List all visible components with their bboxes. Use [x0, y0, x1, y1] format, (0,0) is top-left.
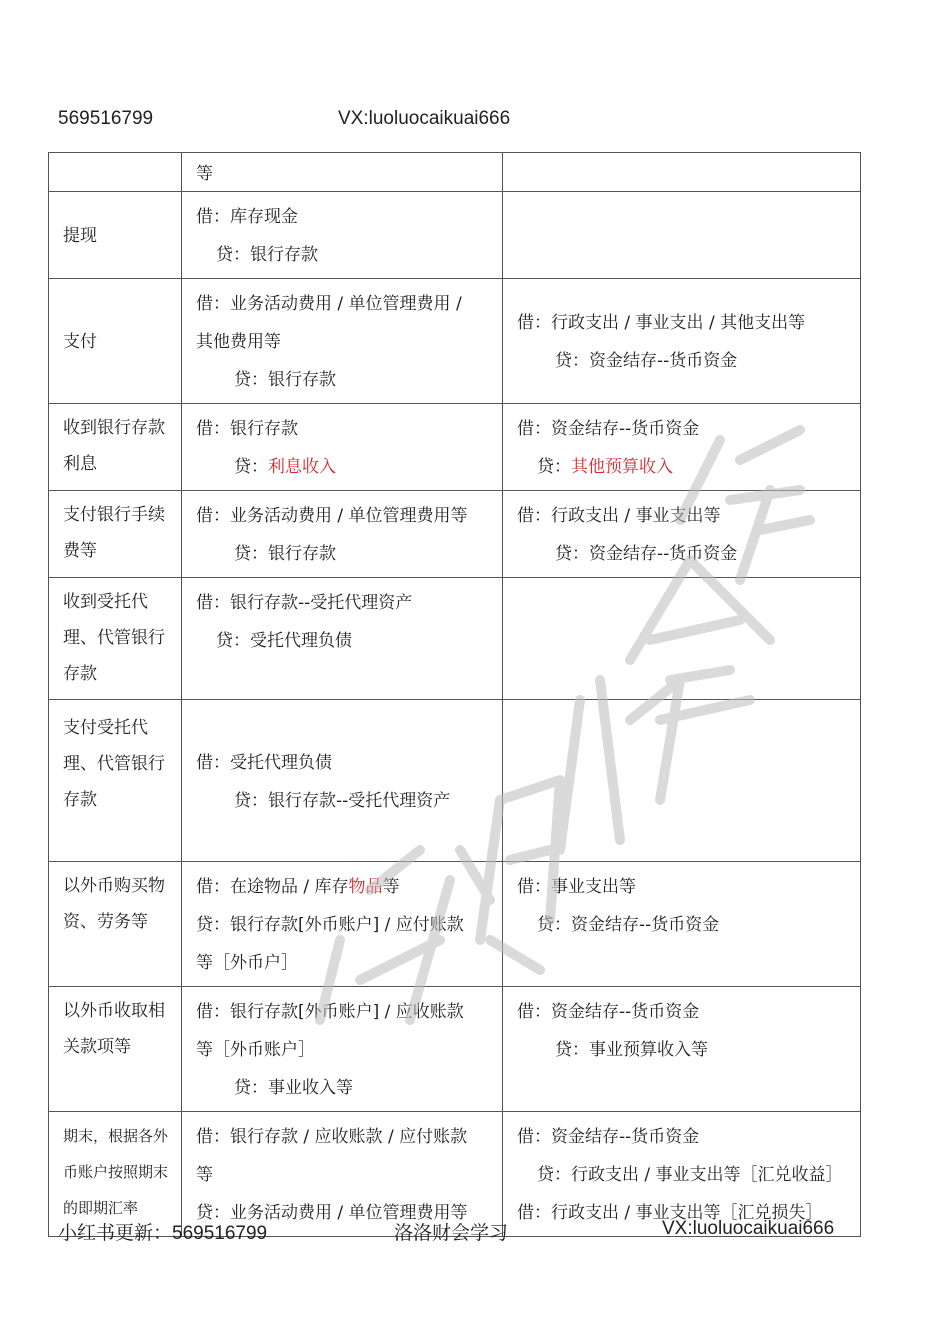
table-row [49, 279, 861, 404]
budget-cell [503, 491, 861, 578]
entry-line: 等［外币户］ [196, 953, 298, 973]
entry-line: 贷：银行存款 [234, 544, 336, 564]
entry-line: 等 [196, 1165, 213, 1185]
entry-line: 借：银行存款[外币账户] / 应收账款 [196, 1002, 464, 1022]
entry-line: 借：行政支出 / 事业支出 / 其他支出等 [517, 313, 806, 333]
entry-line: 贷：银行存款--受托代理资产 [234, 790, 451, 811]
entry-line: 借：行政支出 / 事业支出等［汇兑损失］ [517, 1203, 823, 1223]
item-cell: 收到受托代理、代管银行存款 [49, 578, 182, 700]
fin-cell [182, 987, 503, 1112]
entry-line: 贷：银行存款[外币账户] / 应付账款 [196, 915, 464, 935]
table-row [49, 578, 861, 700]
budget-cell [503, 987, 861, 1112]
entry-line: 借：资金结存--货币资金 [517, 1127, 700, 1147]
entry-line: 贷：资金结存--货币资金 [555, 351, 738, 371]
fin-cell [182, 192, 503, 279]
header-vx: VX:luoluocaikuai666 [338, 108, 511, 129]
entry-line: 借：银行存款 / 应收账款 / 应付账款 [196, 1127, 468, 1147]
item-cell: 以外币收取相关款项等 [49, 987, 182, 1112]
entry-line: 借：业务活动费用 / 单位管理费用 / [196, 294, 462, 314]
entry-line: 借：银行存款 [196, 419, 298, 439]
budget-cell [503, 192, 861, 279]
fin-cell [182, 862, 503, 987]
budget-cell [503, 404, 861, 491]
entry-line: 等 [196, 164, 213, 184]
credit-account: 其他预算收入 [571, 457, 673, 477]
entry-line: 借：业务活动费用 / 单位管理费用等 [196, 506, 468, 526]
entry-line: 贷：银行存款 [234, 370, 336, 390]
item-cell [49, 153, 182, 192]
header-id: 569516799 [58, 108, 154, 129]
credit-label: 贷： [234, 457, 268, 477]
table-row [49, 700, 861, 862]
entry-line: 贷：事业收入等 [234, 1078, 353, 1098]
fin-cell [182, 578, 503, 700]
debit-text: 借：在途物品 / 库存 [196, 877, 349, 897]
entry-line [196, 868, 494, 906]
entry-line: 贷：业务活动费用 / 单位管理费用等 [196, 1203, 468, 1223]
entry-line: 贷：资金结存--货币资金 [537, 915, 720, 935]
entry-line: 其他费用等 [196, 332, 281, 352]
table-row [49, 192, 861, 279]
fin-cell [182, 491, 503, 578]
budget-cell [503, 578, 861, 700]
budget-cell [503, 700, 861, 862]
footer-xhs: 小红书更新：569516799 [58, 1223, 268, 1244]
entry-line: 贷：受托代理负债 [216, 631, 352, 651]
footer-brand: 洛洛财会学习 [394, 1223, 509, 1244]
credit-label: 贷： [537, 457, 571, 477]
budget-cell [503, 153, 861, 192]
table-row [49, 404, 861, 491]
fin-cell [182, 404, 503, 491]
accounting-table [48, 152, 861, 1237]
footer-vx: VX:luoluocaikuai666 [662, 1218, 835, 1239]
item-cell: 提现 [49, 192, 182, 279]
item-cell: 收到银行存款利息 [49, 404, 182, 491]
entry-line: 借：库存现金 [196, 207, 298, 227]
item-cell: 支付银行手续费等 [49, 491, 182, 578]
page-header [58, 108, 511, 130]
table-row [49, 987, 861, 1112]
item-cell: 以外币购买物资、劳务等 [49, 862, 182, 987]
fin-cell [182, 279, 503, 404]
item-cell: 支付受托代理、代管银行存款 [49, 700, 182, 862]
entry-line: 借：资金结存--货币资金 [517, 419, 700, 439]
entry-line: 借：资金结存--货币资金 [517, 1002, 700, 1022]
entry-line: 贷：行政支出 / 事业支出等［汇兑收益］ [537, 1165, 843, 1185]
item-cell: 支付 [49, 279, 182, 404]
entry-line: 借：银行存款--受托代理资产 [196, 593, 413, 613]
budget-cell [503, 862, 861, 987]
entry-line: 借：行政支出 / 事业支出等 [517, 506, 721, 526]
suffix-text: 等 [382, 877, 400, 897]
entry-line: 贷：资金结存--货币资金 [555, 544, 738, 564]
entry-line [517, 448, 852, 486]
fin-cell [182, 700, 503, 862]
entry-line: 贷：事业预算收入等 [555, 1040, 708, 1060]
table-row [49, 862, 861, 987]
table-row [49, 153, 861, 192]
budget-cell [503, 279, 861, 404]
entry-line: 借：事业支出等 [517, 877, 636, 897]
entry-line: 贷：银行存款 [216, 245, 318, 265]
entry-line [196, 448, 494, 486]
credit-account: 利息收入 [268, 457, 336, 477]
table-row [49, 491, 861, 578]
entry-line: 等［外币账户］ [196, 1040, 315, 1060]
fin-cell [182, 153, 503, 192]
highlight-text: 物品 [348, 877, 383, 897]
entry-line: 借：受托代理负债 [196, 752, 332, 773]
item-cell: 期末，根据各外币账户按照期末的即期汇率 [49, 1112, 182, 1237]
